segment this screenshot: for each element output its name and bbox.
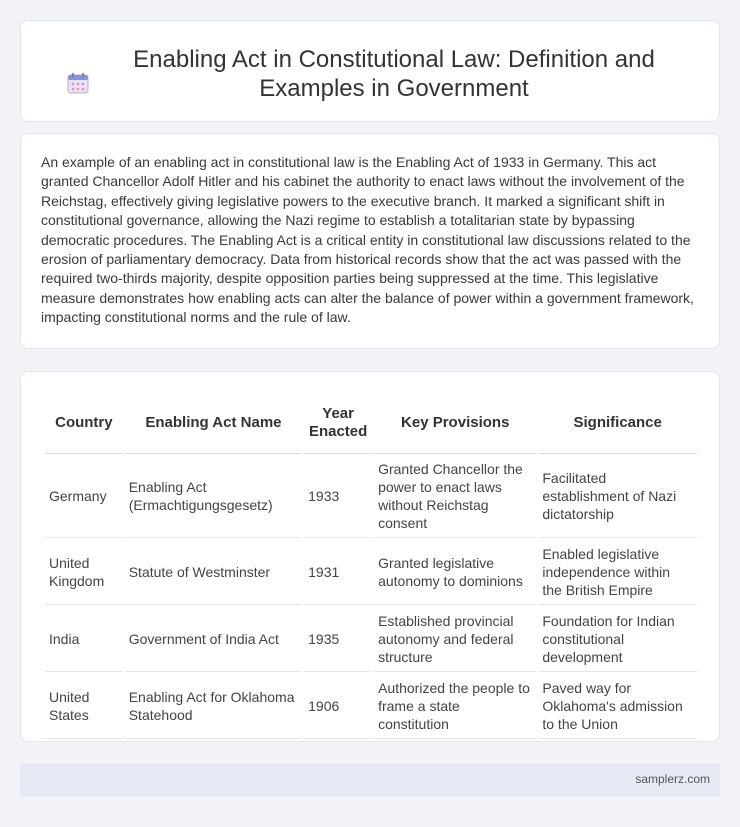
cell-significance: Enabled legislative independence within the British Empire — [538, 538, 697, 605]
header-act-name: Enabling Act Name — [125, 392, 302, 454]
cell-country: India — [45, 605, 123, 672]
footer-bar — [20, 763, 720, 797]
enabling-acts-table — [43, 392, 699, 739]
cell-provisions: Granted legislative autonomy to dominions — [374, 538, 536, 605]
header-significance: Significance — [538, 392, 697, 454]
header-country: Country — [45, 392, 123, 454]
cell-country: United States — [45, 672, 123, 739]
intro-card — [20, 133, 720, 349]
header-card — [20, 20, 720, 122]
table-row — [45, 605, 697, 672]
table-row — [45, 672, 697, 739]
calendar-icon — [66, 71, 90, 95]
cell-provisions: Established provincial autonomy and federal structure — [374, 605, 536, 672]
cell-year: 1931 — [304, 538, 372, 605]
intro-paragraph: An example of an enabling act in constitutional law is the Enabling Act of 1933 in Germany. This act granted Chancellor Adolf Hitler and his cabinet the authority to enact laws without the involvement of the Reichstag, effectively giving legislative powers to the executive branch. It marked a significant shift in constitutional governance, allowing the Nazi regime to establish a totalitarian state by bypassing democratic procedures. The Enabling Act is a critical entity in constitutional law discussions related to the erosion of parliamentary democracy. Data from historical records show that the act was passed with the required two-thirds majority, despite opposition parties being suppressed at the time. This legislative measure demonstrates how enabling acts can alter the balance of power within a government framework, impacting constitutional norms and the rule of law. — [41, 154, 694, 326]
table-row — [45, 454, 697, 538]
table-row — [45, 538, 697, 605]
cell-significance: Foundation for Indian constitutional development — [538, 605, 697, 672]
cell-provisions: Granted Chancellor the power to enact laws without Reichstag consent — [374, 454, 536, 538]
cell-act-name: Government of India Act — [125, 605, 302, 672]
cell-year: 1933 — [304, 454, 372, 538]
cell-country: United Kingdom — [45, 538, 123, 605]
cell-year: 1935 — [304, 605, 372, 672]
page-title: Enabling Act in Constitutional Law: Definition and Examples in Government — [133, 46, 655, 102]
cell-significance: Paved way for Oklahoma's admission to the Union — [538, 672, 697, 739]
table-card — [20, 371, 720, 742]
cell-year: 1906 — [304, 672, 372, 739]
cell-significance: Facilitated establishment of Nazi dictatorship — [538, 454, 697, 538]
header-year: Year Enacted — [304, 392, 372, 454]
cell-provisions: Authorized the people to frame a state constitution — [374, 672, 536, 739]
header-provisions: Key Provisions — [374, 392, 536, 454]
cell-country: Germany — [45, 454, 123, 538]
table-header-row — [45, 392, 697, 454]
footer-site-link[interactable]: samplerz.com — [635, 772, 710, 786]
cell-act-name: Enabling Act for Oklahoma Statehood — [125, 672, 302, 739]
cell-act-name: Enabling Act (Ermachtigungsgesetz) — [125, 454, 302, 538]
cell-act-name: Statute of Westminster — [125, 538, 302, 605]
